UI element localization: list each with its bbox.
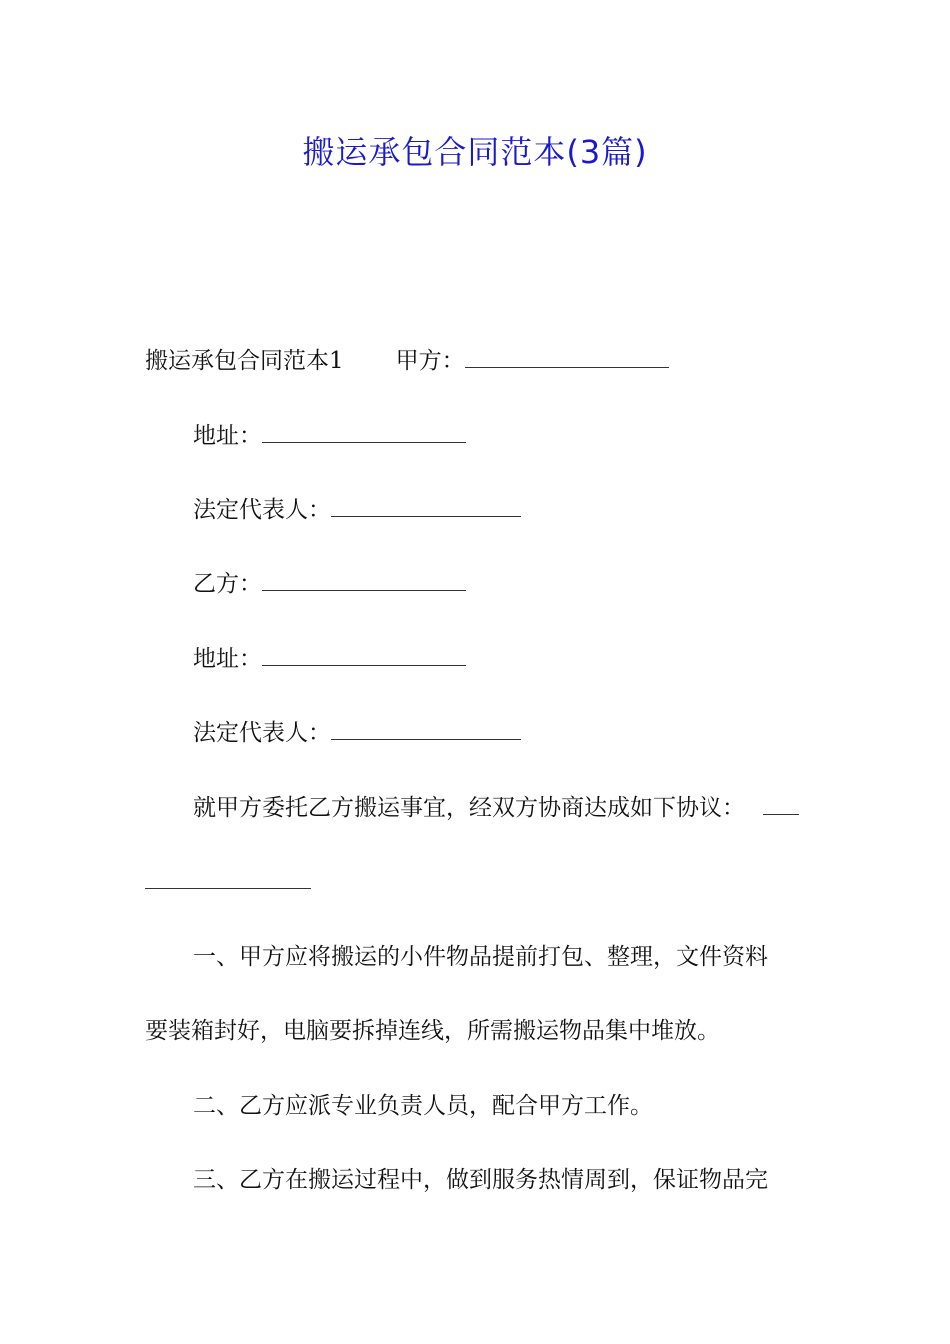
address-line-2 [193,641,466,677]
document-title: 搬运承包合同范本(3篇) [302,133,648,171]
address-label: 地址： [193,646,262,672]
party-b-label: 乙方： [193,571,262,597]
contract-heading: 搬运承包合同范本1 [145,348,344,374]
intro-text: 就甲方委托乙方搬运事宜，经双方协商达成如下协议： [193,795,745,821]
clause-3-line-1: 三、乙方在搬运过程中，做到服务热情周到，保证物品完 [193,1167,768,1193]
intro-blank-continuation [145,864,311,900]
party-a-blank [465,349,669,368]
address-label: 地址： [193,423,262,449]
clause-1-line-1: 一、甲方应将搬运的小件物品提前打包、整理，文件资料 [193,944,768,970]
legal-rep-line-2 [193,715,521,751]
clause-2: 二、乙方应派专业负责人员，配合甲方工作。 [193,1093,653,1119]
legal-rep-label: 法定代表人： [193,720,331,746]
address-blank [262,647,466,666]
party-b-blank [262,572,466,591]
legal-rep-label: 法定代表人： [193,497,331,523]
intro-blank [763,796,799,815]
legal-rep-line-1 [193,492,521,528]
clause-1-line-2: 要装箱封好，电脑要拆掉连线，所需搬运物品集中堆放。 [145,1018,720,1044]
party-a-label: 甲方： [395,348,465,374]
heading-line [145,343,669,379]
party-b-line [193,566,466,602]
address-line-1 [193,418,466,454]
legal-rep-blank [331,498,521,517]
continuation-blank [145,870,311,889]
legal-rep-blank [331,721,521,740]
intro-line [193,790,799,826]
address-blank [262,424,466,443]
